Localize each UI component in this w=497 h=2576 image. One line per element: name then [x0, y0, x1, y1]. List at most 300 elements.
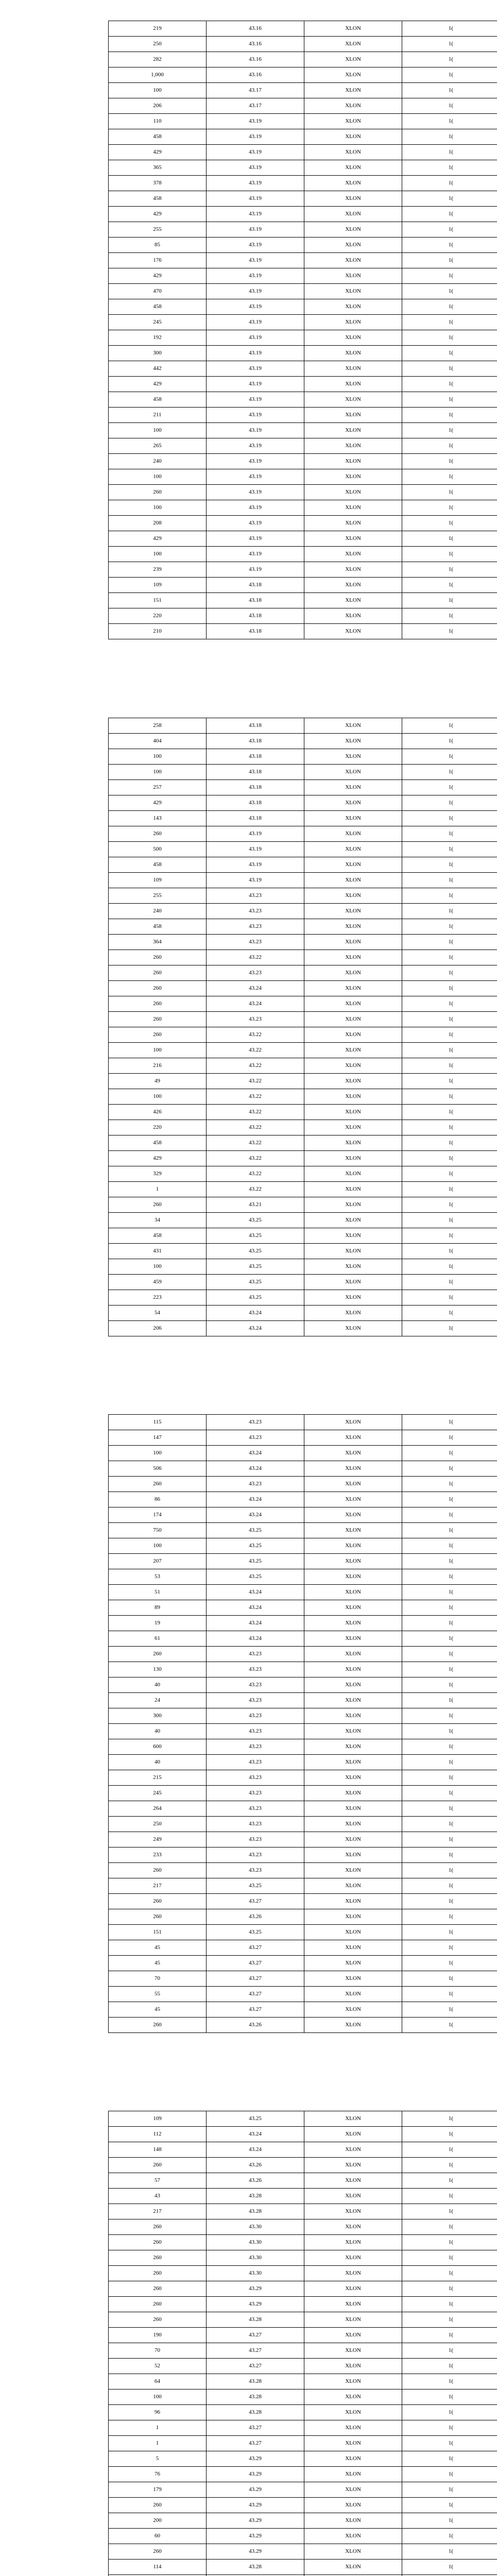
volume-cell: 130 [109, 1662, 207, 1677]
price-cell: 43.24 [207, 1461, 304, 1477]
price-cell: 43.25 [207, 1290, 304, 1306]
volume-cell: 223 [109, 1290, 207, 1306]
time-cell: 1( [402, 1415, 497, 1430]
venue-cell: XLON [304, 1848, 402, 1863]
volume-cell: 458 [109, 1228, 207, 1244]
table-row [109, 1987, 497, 2002]
trade-table [108, 2111, 497, 2576]
time-cell: 1( [402, 469, 497, 485]
volume-cell: 260 [109, 2158, 207, 2173]
price-cell: 43.25 [207, 1569, 304, 1585]
time-cell: 1( [402, 2266, 497, 2281]
volume-cell: 260 [109, 2544, 207, 2560]
table-row [109, 1492, 497, 1507]
venue-cell: XLON [304, 826, 402, 842]
venue-cell: XLON [304, 67, 402, 83]
price-cell: 43.27 [207, 1894, 304, 1909]
table-row [109, 2018, 497, 2033]
time-cell: 1( [402, 238, 497, 253]
volume-cell: 329 [109, 1166, 207, 1182]
table-row [109, 749, 497, 765]
volume-cell: 57 [109, 2173, 207, 2189]
table-row [109, 129, 497, 145]
volume-cell: 258 [109, 718, 207, 734]
price-cell: 43.30 [207, 2250, 304, 2266]
volume-cell: 260 [109, 2018, 207, 2033]
volume-cell: 112 [109, 2127, 207, 2142]
time-cell: 1( [402, 1058, 497, 1074]
time-cell: 1( [402, 67, 497, 83]
venue-cell: XLON [304, 734, 402, 749]
venue-cell: XLON [304, 52, 402, 67]
volume-cell: 431 [109, 1244, 207, 1259]
venue-cell: XLON [304, 1275, 402, 1290]
volume-cell: 442 [109, 361, 207, 377]
trade-table [108, 718, 497, 1336]
price-cell: 43.19 [207, 377, 304, 392]
table-row [109, 1275, 497, 1290]
time-cell: 1( [402, 408, 497, 423]
volume-cell: 239 [109, 562, 207, 578]
venue-cell: XLON [304, 888, 402, 904]
venue-cell: XLON [304, 1863, 402, 1878]
venue-cell: XLON [304, 1585, 402, 1600]
time-cell: 1( [402, 1166, 497, 1182]
price-cell: 43.30 [207, 2219, 304, 2235]
volume-cell: 260 [109, 2266, 207, 2281]
venue-cell: XLON [304, 780, 402, 795]
volume-cell: 600 [109, 1739, 207, 1755]
price-cell: 43.19 [207, 842, 304, 857]
price-cell: 43.29 [207, 2513, 304, 2529]
price-cell: 43.28 [207, 2189, 304, 2204]
volume-cell: 148 [109, 2142, 207, 2158]
venue-cell: XLON [304, 2343, 402, 2359]
time-cell: 1( [402, 253, 497, 268]
price-cell: 43.19 [207, 408, 304, 423]
price-cell: 43.27 [207, 1971, 304, 1987]
volume-cell: 458 [109, 191, 207, 207]
volume-cell: 96 [109, 2405, 207, 2420]
volume-cell: 1 [109, 2436, 207, 2451]
price-cell: 43.19 [207, 873, 304, 888]
table-row [109, 1538, 497, 1554]
venue-cell: XLON [304, 2189, 402, 2204]
time-cell: 1( [402, 2189, 497, 2204]
price-cell: 43.26 [207, 2173, 304, 2189]
table-row [109, 562, 497, 578]
time-cell: 1( [402, 1321, 497, 1336]
table-row [109, 2127, 497, 2142]
venue-cell: XLON [304, 315, 402, 330]
price-cell: 43.18 [207, 593, 304, 608]
price-cell: 43.23 [207, 1755, 304, 1770]
venue-cell: XLON [304, 1647, 402, 1662]
table-row [109, 2219, 497, 2235]
venue-cell: XLON [304, 2002, 402, 2018]
price-cell: 43.19 [207, 207, 304, 222]
venue-cell: XLON [304, 1058, 402, 1074]
price-cell: 43.22 [207, 1120, 304, 1136]
volume-cell: 207 [109, 1554, 207, 1569]
venue-cell: XLON [304, 1708, 402, 1724]
trade-table [108, 21, 497, 639]
volume-cell: 458 [109, 392, 207, 408]
time-cell: 1( [402, 1770, 497, 1786]
table-row [109, 160, 497, 176]
time-cell: 1( [402, 1136, 497, 1151]
venue-cell: XLON [304, 1693, 402, 1708]
table-row [109, 1430, 497, 1446]
time-cell: 1( [402, 765, 497, 780]
table-row [109, 780, 497, 795]
volume-cell: 143 [109, 811, 207, 826]
venue-cell: XLON [304, 191, 402, 207]
price-cell: 43.19 [207, 268, 304, 284]
volume-cell: 260 [109, 1863, 207, 1878]
time-cell: 1( [402, 531, 497, 547]
volume-cell: 458 [109, 129, 207, 145]
volume-cell: 240 [109, 904, 207, 919]
venue-cell: XLON [304, 176, 402, 191]
volume-cell: 174 [109, 1507, 207, 1523]
volume-cell: 206 [109, 98, 207, 114]
table-row [109, 1213, 497, 1228]
table-row [109, 2343, 497, 2359]
price-cell: 43.19 [207, 454, 304, 469]
venue-cell: XLON [304, 2420, 402, 2436]
time-cell: 1( [402, 1987, 497, 2002]
time-cell: 1( [402, 1708, 497, 1724]
volume-cell: 260 [109, 1012, 207, 1027]
venue-cell: XLON [304, 1492, 402, 1507]
table-row [109, 2204, 497, 2219]
price-cell: 43.23 [207, 1415, 304, 1430]
price-cell: 43.25 [207, 1878, 304, 1894]
venue-cell: XLON [304, 207, 402, 222]
venue-cell: XLON [304, 469, 402, 485]
venue-cell: XLON [304, 1074, 402, 1089]
volume-cell: 40 [109, 1755, 207, 1770]
volume-cell: 53 [109, 1569, 207, 1585]
volume-cell: 45 [109, 2002, 207, 2018]
volume-cell: 109 [109, 873, 207, 888]
table-row [109, 1244, 497, 1259]
time-cell: 1( [402, 500, 497, 516]
volume-cell: 429 [109, 531, 207, 547]
time-cell: 1( [402, 377, 497, 392]
price-cell: 43.18 [207, 749, 304, 765]
price-cell: 43.18 [207, 765, 304, 780]
volume-cell: 429 [109, 377, 207, 392]
volume-cell: 211 [109, 408, 207, 423]
time-cell: 1( [402, 37, 497, 52]
price-cell: 43.23 [207, 1848, 304, 1863]
time-cell: 1( [402, 299, 497, 315]
price-cell: 43.22 [207, 1089, 304, 1105]
time-cell: 1( [402, 454, 497, 469]
price-cell: 43.23 [207, 904, 304, 919]
table-row [109, 1321, 497, 1336]
table-row [109, 377, 497, 392]
table-row [109, 2235, 497, 2250]
table-row [109, 1151, 497, 1166]
price-cell: 43.27 [207, 1940, 304, 1956]
venue-cell: XLON [304, 765, 402, 780]
venue-cell: XLON [304, 1770, 402, 1786]
table-row [109, 1120, 497, 1136]
price-cell: 43.25 [207, 1275, 304, 1290]
time-cell: 1( [402, 718, 497, 734]
table-row [109, 284, 497, 299]
time-cell: 1( [402, 1244, 497, 1259]
table-row [109, 1012, 497, 1027]
time-cell: 1( [402, 2482, 497, 2498]
venue-cell: XLON [304, 2297, 402, 2312]
time-cell: 1( [402, 2250, 497, 2266]
volume-cell: 500 [109, 842, 207, 857]
venue-cell: XLON [304, 593, 402, 608]
volume-cell: 240 [109, 454, 207, 469]
volume-cell: 233 [109, 1848, 207, 1863]
venue-cell: XLON [304, 1166, 402, 1182]
venue-cell: XLON [304, 2250, 402, 2266]
time-cell: 1( [402, 965, 497, 981]
venue-cell: XLON [304, 996, 402, 1012]
venue-cell: XLON [304, 145, 402, 160]
volume-cell: 115 [109, 1415, 207, 1430]
time-cell: 1( [402, 981, 497, 996]
table-row [109, 2451, 497, 2467]
volume-cell: 147 [109, 1430, 207, 1446]
venue-cell: XLON [304, 1477, 402, 1492]
price-cell: 43.23 [207, 1832, 304, 1848]
table-row [109, 2189, 497, 2204]
price-cell: 43.22 [207, 1058, 304, 1074]
time-cell: 1( [402, 888, 497, 904]
venue-cell: XLON [304, 2560, 402, 2575]
price-cell: 43.23 [207, 1863, 304, 1878]
time-cell: 1( [402, 1554, 497, 1569]
volume-cell: 217 [109, 2204, 207, 2219]
venue-cell: XLON [304, 238, 402, 253]
time-cell: 1( [402, 919, 497, 935]
table-row [109, 361, 497, 377]
time-cell: 1( [402, 734, 497, 749]
venue-cell: XLON [304, 2127, 402, 2142]
time-cell: 1( [402, 2436, 497, 2451]
time-cell: 1( [402, 2297, 497, 2312]
venue-cell: XLON [304, 718, 402, 734]
venue-cell: XLON [304, 1197, 402, 1213]
time-cell: 1( [402, 438, 497, 454]
volume-cell: 19 [109, 1616, 207, 1631]
price-cell: 43.29 [207, 2482, 304, 2498]
price-cell: 43.25 [207, 1228, 304, 1244]
volume-cell: 245 [109, 315, 207, 330]
report-page-2 [108, 718, 497, 1336]
price-cell: 43.23 [207, 965, 304, 981]
table-row [109, 1693, 497, 1708]
time-cell: 1( [402, 21, 497, 37]
price-cell: 43.17 [207, 83, 304, 98]
time-cell: 1( [402, 904, 497, 919]
price-cell: 43.29 [207, 2529, 304, 2544]
time-cell: 1( [402, 1600, 497, 1616]
table-row [109, 423, 497, 438]
volume-cell: 85 [109, 238, 207, 253]
venue-cell: XLON [304, 2436, 402, 2451]
price-cell: 43.19 [207, 423, 304, 438]
table-row [109, 950, 497, 965]
venue-cell: XLON [304, 361, 402, 377]
venue-cell: XLON [304, 904, 402, 919]
venue-cell: XLON [304, 842, 402, 857]
price-cell: 43.28 [207, 2204, 304, 2219]
venue-cell: XLON [304, 1554, 402, 1569]
volume-cell: 470 [109, 284, 207, 299]
price-cell: 43.19 [207, 299, 304, 315]
venue-cell: XLON [304, 1259, 402, 1275]
volume-cell: 300 [109, 1708, 207, 1724]
volume-cell: 429 [109, 207, 207, 222]
volume-cell: 249 [109, 1832, 207, 1848]
time-cell: 1( [402, 547, 497, 562]
time-cell: 1( [402, 284, 497, 299]
price-cell: 43.30 [207, 2266, 304, 2281]
venue-cell: XLON [304, 2374, 402, 2389]
volume-cell: 61 [109, 1631, 207, 1647]
time-cell: 1( [402, 2111, 497, 2127]
price-cell: 43.29 [207, 2544, 304, 2560]
price-cell: 43.17 [207, 98, 304, 114]
venue-cell: XLON [304, 1244, 402, 1259]
time-cell: 1( [402, 145, 497, 160]
table-row [109, 1228, 497, 1244]
time-cell: 1( [402, 191, 497, 207]
time-cell: 1( [402, 1631, 497, 1647]
volume-cell: 43 [109, 2189, 207, 2204]
time-cell: 1( [402, 423, 497, 438]
time-cell: 1( [402, 1878, 497, 1894]
venue-cell: XLON [304, 1446, 402, 1461]
time-cell: 1( [402, 2281, 497, 2297]
price-cell: 43.18 [207, 795, 304, 811]
volume-cell: 76 [109, 2467, 207, 2482]
time-cell: 1( [402, 1569, 497, 1585]
price-cell: 43.23 [207, 1477, 304, 1492]
volume-cell: 45 [109, 1956, 207, 1971]
time-cell: 1( [402, 1786, 497, 1801]
price-cell: 43.16 [207, 37, 304, 52]
price-cell: 43.19 [207, 191, 304, 207]
time-cell: 1( [402, 2544, 497, 2560]
time-cell: 1( [402, 1430, 497, 1446]
table-row [109, 2405, 497, 2420]
table-row [109, 996, 497, 1012]
table-row [109, 268, 497, 284]
time-cell: 1( [402, 1259, 497, 1275]
table-row [109, 238, 497, 253]
table-row [109, 2142, 497, 2158]
time-cell: 1( [402, 1446, 497, 1461]
volume-cell: 260 [109, 1027, 207, 1043]
venue-cell: XLON [304, 547, 402, 562]
volume-cell: 190 [109, 2328, 207, 2343]
price-cell: 43.19 [207, 392, 304, 408]
table-row [109, 1786, 497, 1801]
table-row [109, 1662, 497, 1677]
price-cell: 43.25 [207, 1925, 304, 1940]
venue-cell: XLON [304, 284, 402, 299]
price-cell: 43.18 [207, 624, 304, 639]
table-row [109, 2544, 497, 2560]
price-cell: 43.25 [207, 1523, 304, 1538]
venue-cell: XLON [304, 2451, 402, 2467]
time-cell: 1( [402, 2002, 497, 2018]
volume-cell: 109 [109, 578, 207, 593]
price-cell: 43.27 [207, 2420, 304, 2436]
venue-cell: XLON [304, 608, 402, 624]
table-row [109, 222, 497, 238]
table-row [109, 1290, 497, 1306]
table-row [109, 454, 497, 469]
price-cell: 43.24 [207, 1306, 304, 1321]
venue-cell: XLON [304, 1662, 402, 1677]
table-row [109, 826, 497, 842]
price-cell: 43.27 [207, 2359, 304, 2374]
price-cell: 43.23 [207, 1647, 304, 1662]
volume-cell: 458 [109, 857, 207, 873]
price-cell: 43.28 [207, 2312, 304, 2328]
table-row [109, 52, 497, 67]
price-cell: 43.29 [207, 2451, 304, 2467]
venue-cell: XLON [304, 500, 402, 516]
volume-cell: 109 [109, 2111, 207, 2127]
time-cell: 1( [402, 1894, 497, 1909]
time-cell: 1( [402, 2219, 497, 2235]
volume-cell: 260 [109, 2219, 207, 2235]
volume-cell: 260 [109, 1197, 207, 1213]
venue-cell: XLON [304, 2328, 402, 2343]
venue-cell: XLON [304, 795, 402, 811]
time-cell: 1( [402, 811, 497, 826]
price-cell: 43.24 [207, 1446, 304, 1461]
venue-cell: XLON [304, 346, 402, 361]
table-row [109, 207, 497, 222]
volume-cell: 60 [109, 2529, 207, 2544]
venue-cell: XLON [304, 2513, 402, 2529]
table-row [109, 1461, 497, 1477]
table-row [109, 299, 497, 315]
time-cell: 1( [402, 1182, 497, 1197]
volume-cell: 100 [109, 469, 207, 485]
time-cell: 1( [402, 1477, 497, 1492]
time-cell: 1( [402, 1909, 497, 1925]
volume-cell: 260 [109, 981, 207, 996]
venue-cell: XLON [304, 1832, 402, 1848]
venue-cell: XLON [304, 454, 402, 469]
price-cell: 43.26 [207, 1909, 304, 1925]
time-cell: 1( [402, 857, 497, 873]
table-row [109, 1817, 497, 1832]
time-cell: 1( [402, 1492, 497, 1507]
price-cell: 43.23 [207, 935, 304, 950]
volume-cell: 100 [109, 547, 207, 562]
table-row [109, 2250, 497, 2266]
table-row [109, 1801, 497, 1817]
time-cell: 1( [402, 795, 497, 811]
